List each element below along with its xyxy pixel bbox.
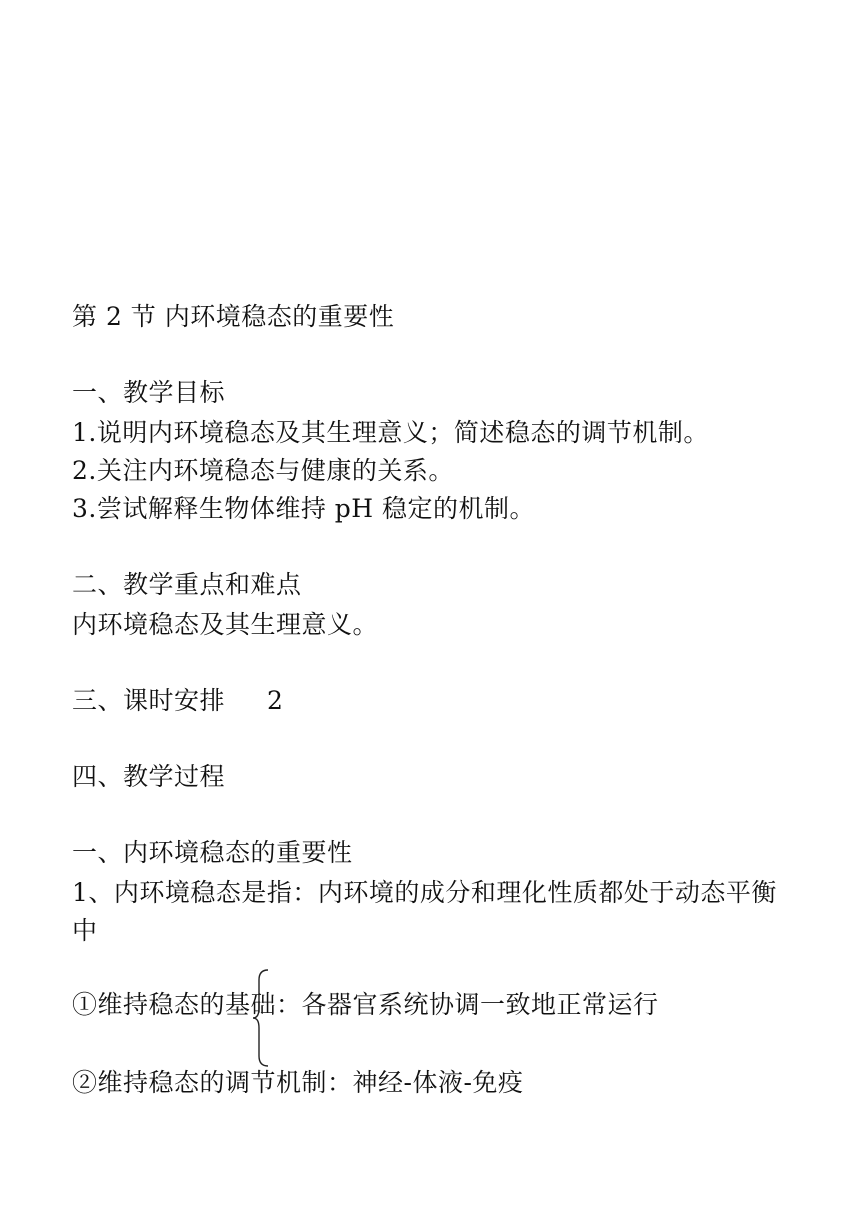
objective-item-2: 2.关注内环境稳态与健康的关系。: [72, 456, 454, 485]
point-item-2: ②维持稳态的调节机制：神经-体液-免疫: [72, 1068, 524, 1097]
section-heading-objectives: 一、教学目标: [72, 378, 226, 407]
objective-item-3: 3.尝试解释生物体维持 pH 稳定的机制。: [72, 494, 536, 523]
section-heading-process: 四、教学过程: [72, 762, 226, 791]
schedule-label: 三、课时安排: [72, 686, 226, 715]
homeostasis-definition: 1、内环境稳态是指：内环境的成分和理化性质都处于动态平衡中: [72, 878, 777, 945]
section-heading-schedule: [72, 684, 283, 718]
process-heading: 一、内环境稳态的重要性: [72, 838, 353, 867]
key-points-text: 内环境稳态及其生理意义。: [72, 610, 379, 639]
schedule-value: 2: [267, 686, 284, 715]
objective-item-1: 1.说明内环境稳态及其生理意义；简述稳态的调节机制。: [72, 418, 709, 447]
document-title: 第 2 节 内环境稳态的重要性: [72, 302, 395, 331]
point-item-1: ①维持稳态的基础：各器官系统协调一致地正常运行: [72, 990, 659, 1019]
section-heading-key-points: 二、教学重点和难点: [72, 570, 302, 599]
curly-brace-icon: [252, 968, 272, 1068]
